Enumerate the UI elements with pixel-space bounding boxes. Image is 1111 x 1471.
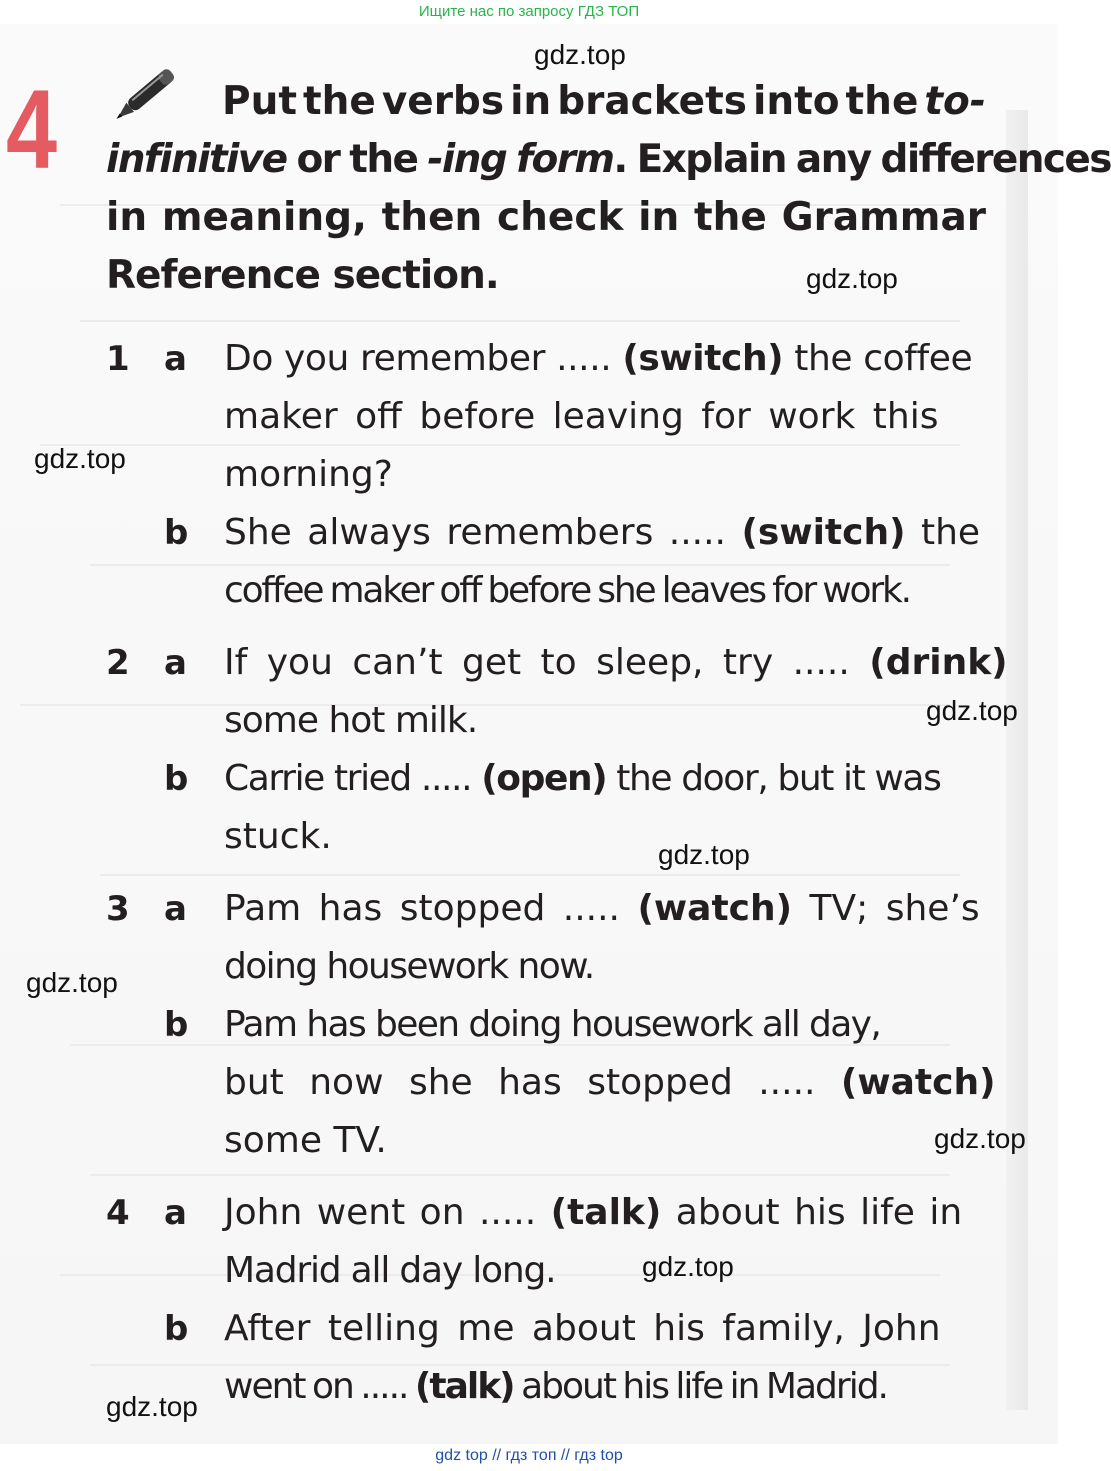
instruction-word: Put — [222, 79, 297, 124]
sentence-line: She always remembers ..... (switch) the — [224, 512, 981, 553]
verb-prompt: (switch) — [741, 512, 906, 553]
verb-prompt: (talk) — [414, 1366, 514, 1407]
sentence-line: Pam has been doing housework all day, — [224, 1004, 881, 1045]
item-number: 1 — [106, 339, 130, 379]
watermark: gdz.top — [658, 839, 750, 870]
sentence-line: morning? — [224, 454, 393, 495]
instruction-word: Grammar — [781, 195, 986, 240]
item-number: 3 — [106, 889, 130, 929]
sentence-line: John went on ..... (talk) about his life in — [224, 1192, 963, 1233]
item-letter: a — [164, 339, 187, 379]
verb-prompt: (watch) — [637, 888, 793, 929]
instruction-word: verbs — [381, 79, 505, 124]
sentence-line: stuck. — [224, 816, 332, 857]
top-banner: Ищите нас по запросу ГДЗ ТОП — [418, 3, 640, 20]
sentence-line: went on ..... (talk) about his life in Madrid. — [224, 1366, 887, 1407]
sentence-line: Do you remember ..... (switch) the coffee — [224, 338, 973, 379]
sentence-line: Madrid all day long. — [224, 1250, 556, 1291]
instruction-line-3 — [106, 194, 986, 242]
watermark: gdz.top — [106, 1391, 198, 1422]
instruction-word: brackets — [557, 79, 747, 124]
watermark: gdz.top — [926, 695, 1018, 726]
instruction-word: the — [302, 79, 376, 124]
instruction-word: then — [381, 195, 483, 240]
verb-prompt: (watch) — [840, 1062, 996, 1103]
item-letter: b — [164, 1309, 189, 1349]
sentence-line: Pam has stopped ..... (watch) TV; she’s — [224, 888, 980, 929]
sentence-line: After telling me about his family, John — [224, 1308, 941, 1349]
instruction-line-2: infinitive or the -ing form. Explain any differences — [106, 137, 1111, 182]
item-letter: b — [164, 1005, 189, 1045]
sentence-line: some hot milk. — [224, 700, 478, 741]
verb-prompt: (open) — [481, 758, 607, 799]
item-letter: b — [164, 513, 189, 553]
watermark: gdz.top — [934, 1123, 1026, 1154]
exercise-number: 4 — [6, 67, 58, 192]
item-number: 4 — [106, 1193, 130, 1233]
instruction-word: check — [497, 195, 624, 240]
instruction-word: in — [510, 79, 552, 124]
item-letter: b — [164, 759, 189, 799]
watermark: gdz.top — [534, 39, 626, 70]
instruction-word: in — [106, 195, 148, 240]
instruction-word: into — [752, 79, 840, 124]
watermark: gdz.top — [34, 443, 126, 474]
item-number: 2 — [106, 643, 130, 683]
instruction-line-1 — [222, 78, 986, 126]
sentence-line: Carrie tried ..... (open) the door, but it was — [224, 758, 941, 799]
instruction-word: meaning, — [161, 195, 367, 240]
sentence-line: maker off before leaving for work this — [224, 396, 939, 437]
item-letter: a — [164, 1193, 187, 1233]
instruction-word: the — [694, 195, 767, 240]
watermark: gdz.top — [642, 1251, 734, 1282]
instruction-word: in — [638, 195, 680, 240]
sentence-line: If you can’t get to sleep, try ..... (drink) — [224, 642, 1008, 683]
bottom-banner: gdz top // гдз топ // гдз top — [435, 1447, 623, 1464]
sentence-line: but now she has stopped ..... (watch) — [224, 1062, 996, 1103]
instruction-word: the — [845, 79, 919, 124]
sentence-line: some TV. — [224, 1120, 387, 1161]
item-letter: a — [164, 643, 187, 683]
instruction-line-4: Reference section. — [106, 253, 499, 298]
item-letter: a — [164, 889, 187, 929]
sentence-line: doing housework now. — [224, 946, 594, 987]
verb-prompt: (switch) — [622, 338, 784, 379]
page-edge-shadow — [1006, 110, 1028, 1410]
instruction-word: to- — [924, 79, 986, 124]
verb-prompt: (drink) — [869, 642, 1008, 683]
watermark: gdz.top — [26, 967, 118, 998]
verb-prompt: (talk) — [550, 1192, 662, 1233]
watermark: gdz.top — [806, 263, 898, 294]
pen-icon — [105, 52, 195, 132]
sentence-line: coffee maker off before she leaves for work. — [224, 570, 910, 611]
